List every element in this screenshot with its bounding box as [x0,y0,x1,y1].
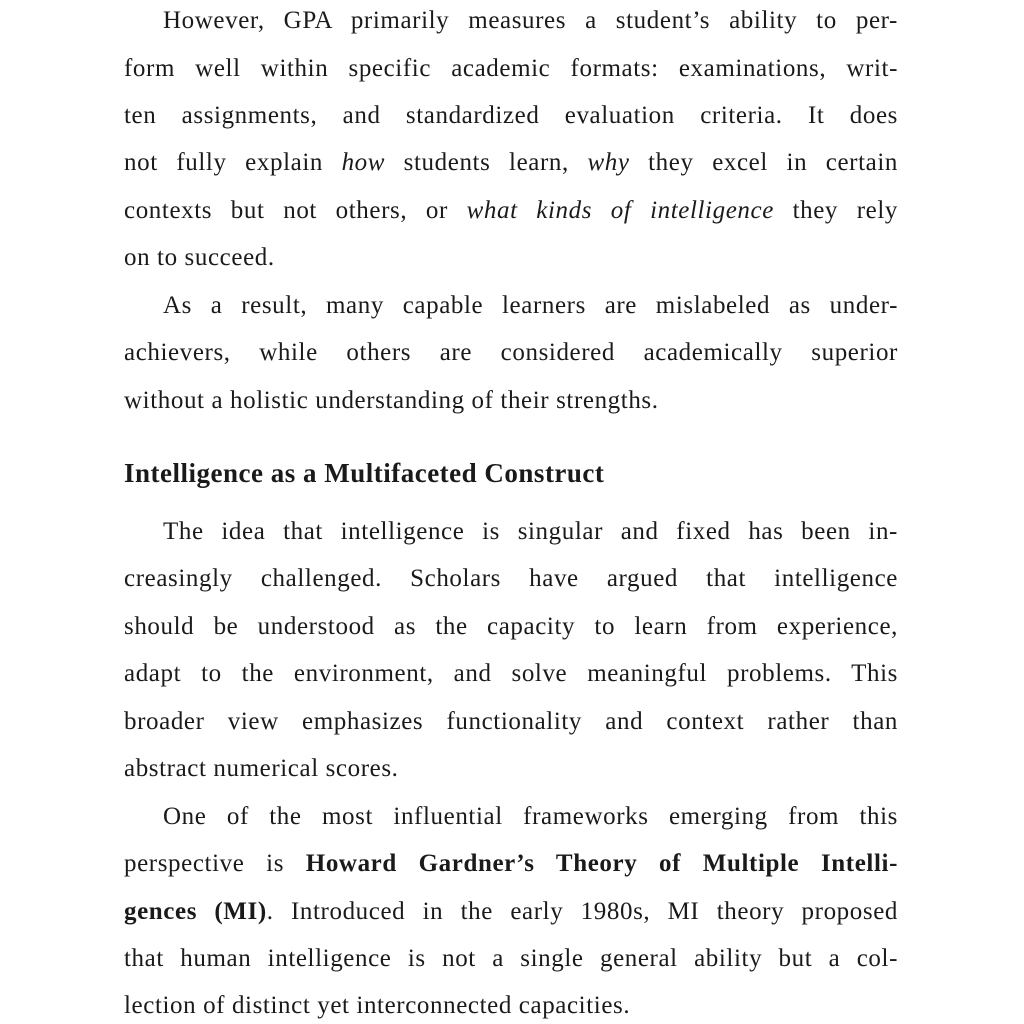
paragraph-2-line-3: without a holistic understanding of their strengths. [124,387,659,414]
text-run: they rely [773,197,898,224]
paragraph-1-line-5 [124,195,898,227]
paragraph-4-line-2 [124,848,898,880]
paragraph-1-line-1: However, GPA primarily measures a student’s ability to per- [163,7,898,34]
paragraph-3-line-5: broader view emphasizes functionality and context rather than [124,708,898,735]
emphasis-why: why [587,149,630,176]
theory-name-bold-continued: gences (MI) [124,898,267,925]
paragraph-1-line-6: on to succeed. [124,244,275,271]
emphasis-intelligence-kinds: what kinds of intelligence [466,197,774,224]
text-run: students learn, [385,149,588,176]
text-run: perspective is [124,850,306,877]
paragraph-3-line-1: The idea that intelligence is singular and fixed has been in- [163,518,898,545]
text-run: they excel in certain [629,149,898,176]
paragraph-2-line-2: achievers, while others are considered academically superior [124,339,898,366]
paragraph-4-line-3 [124,896,898,928]
text-run: not fully explain [124,149,342,176]
paragraph-3-line-4: adapt to the environment, and solve meaningful problems. This [124,660,898,687]
theory-name-bold: Howard Gardner’s Theory of Multiple Intelli- [305,850,898,877]
text-run: contexts but not others, or [124,197,467,224]
emphasis-how: how [341,149,386,176]
paragraph-2-line-1: As a result, many capable learners are mislabeled as under- [163,292,898,319]
paragraph-1-line-3: ten assignments, and standardized evaluation criteria. It does [124,102,898,129]
paragraph-4-line-5: lection of distinct yet interconnected capacities. [124,992,631,1019]
section-heading: Intelligence as a Multifaceted Construct [124,458,605,488]
paragraph-3-line-6: abstract numerical scores. [124,755,399,782]
paragraph-3-line-2: creasingly challenged. Scholars have argued that intelligence [124,565,898,592]
paragraph-1-line-4 [124,147,898,179]
text-run: . Introduced in the early 1980s, MI theory proposed [266,898,899,925]
paragraph-4-line-1: One of the most influential frameworks emerging from this [163,803,898,830]
paragraph-1-line-2: form well within specific academic formats: examinations, writ- [124,55,898,82]
paragraph-3-line-3: should be understood as the capacity to learn from experience, [124,613,898,640]
paragraph-4-line-4: that human intelligence is not a single general ability but a col- [124,945,898,972]
